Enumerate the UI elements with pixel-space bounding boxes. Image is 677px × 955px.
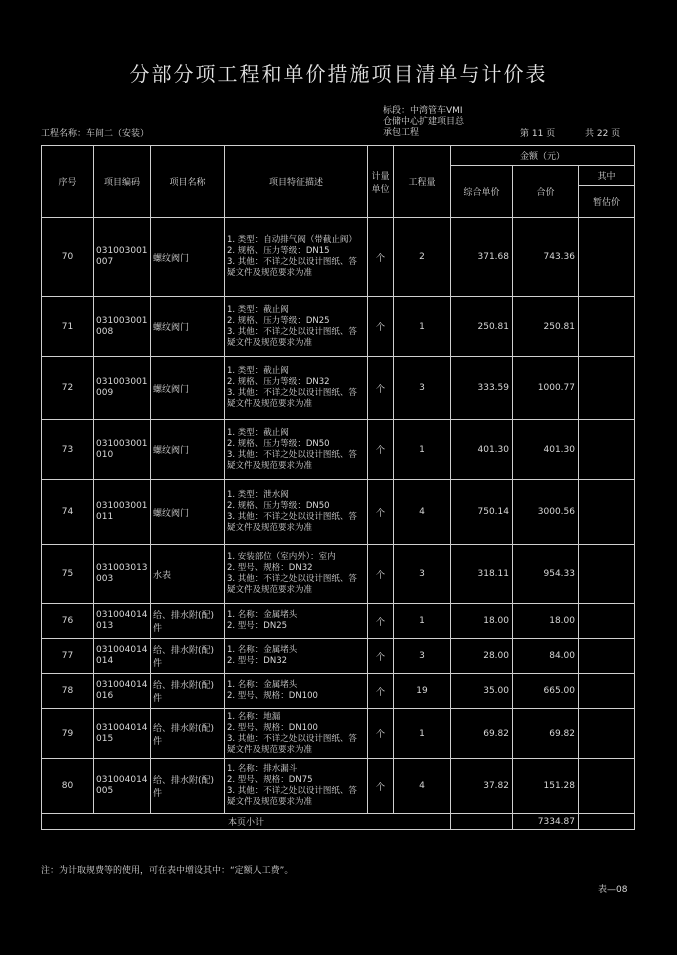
table-row <box>42 759 635 814</box>
row-features <box>225 420 368 480</box>
row-total: 3000.56 <box>513 480 579 545</box>
col-provisional: 暂估价 <box>579 186 635 218</box>
feature-line: 3. 其他：不详之处以设计图纸、答疑文件及规范要求为准 <box>227 449 357 471</box>
row-code: 031003001009 <box>94 357 151 420</box>
feature-line: 3. 其他：不详之处以设计图纸、答疑文件及规范要求为准 <box>227 388 357 409</box>
row-qty: 4 <box>394 480 451 545</box>
row-features <box>225 674 368 709</box>
row-name: 给、排水附(配)件 <box>151 674 225 709</box>
row-total: 69.82 <box>513 709 579 759</box>
feature-line: 1. 名称：地漏 <box>227 711 281 722</box>
row-name: 螺纹阀门 <box>151 480 225 545</box>
subtotal-provisional-cell <box>579 814 635 830</box>
feature-line: 2. 规格、压力等级：DN50 <box>227 501 330 511</box>
row-name: 给、排水附(配)件 <box>151 709 225 759</box>
row-total: 250.81 <box>513 297 579 357</box>
page-number: 第 11 页 <box>520 129 556 139</box>
row-total: 401.30 <box>513 420 579 480</box>
row-features <box>225 480 368 545</box>
row-unit: 个 <box>368 420 394 480</box>
row-provisional <box>579 420 635 480</box>
table-row <box>42 297 635 357</box>
col-unit: 计量单位 <box>368 146 394 218</box>
row-unit: 个 <box>368 218 394 297</box>
feature-line: 1. 类型：截止阀 <box>227 304 289 315</box>
row-seq: 71 <box>42 297 94 357</box>
row-features <box>225 759 368 814</box>
row-seq: 73 <box>42 420 94 480</box>
row-features <box>225 545 368 604</box>
row-seq: 79 <box>42 709 94 759</box>
feature-line: 2. 型号、规格：DN100 <box>227 691 318 701</box>
feature-line: 1. 名称：金属堵头 <box>227 610 298 620</box>
feature-line: 3. 其他：不详之处以设计图纸、答疑文件及规范要求为准 <box>227 257 357 278</box>
table-row <box>42 420 635 480</box>
page-total: 共 22 页 <box>585 129 621 139</box>
row-unit: 个 <box>368 357 394 420</box>
row-name: 给、排水附(配)件 <box>151 604 225 639</box>
row-name: 给、排水附(配)件 <box>151 639 225 674</box>
table-row <box>42 218 635 297</box>
form-code: 表—08 <box>598 885 628 895</box>
row-total: 954.33 <box>513 545 579 604</box>
row-unit-price: 750.14 <box>451 480 513 545</box>
row-qty: 3 <box>394 639 451 674</box>
table-row <box>42 480 635 545</box>
row-provisional <box>579 357 635 420</box>
row-features <box>225 604 368 639</box>
row-seq: 76 <box>42 604 94 639</box>
table-row <box>42 639 635 674</box>
row-seq: 70 <box>42 218 94 297</box>
row-features <box>225 709 368 759</box>
feature-line: 1. 类型：截止阀 <box>227 427 289 438</box>
table-row <box>42 604 635 639</box>
subtotal-empty-cell <box>451 814 513 830</box>
row-unit: 个 <box>368 709 394 759</box>
row-qty: 19 <box>394 674 451 709</box>
table-row <box>42 709 635 759</box>
row-provisional <box>579 759 635 814</box>
feature-line: 2. 规格、压力等级：DN15 <box>227 246 330 256</box>
row-code: 031004014005 <box>94 759 151 814</box>
row-provisional <box>579 674 635 709</box>
row-qty: 4 <box>394 759 451 814</box>
row-total: 1000.77 <box>513 357 579 420</box>
row-seq: 72 <box>42 357 94 420</box>
row-name: 给、排水附(配)件 <box>151 759 225 814</box>
row-unit-price: 18.00 <box>451 604 513 639</box>
row-code: 031003001010 <box>94 420 151 480</box>
row-name: 螺纹阀门 <box>151 357 225 420</box>
row-qty: 3 <box>394 545 451 604</box>
row-unit-price: 371.68 <box>451 218 513 297</box>
row-qty: 1 <box>394 420 451 480</box>
row-unit: 个 <box>368 759 394 814</box>
table-row <box>42 674 635 709</box>
page-title: 分部分项工程和单价措施项目清单与计价表 <box>129 62 548 86</box>
feature-line: 2. 型号、规格：DN32 <box>227 563 313 573</box>
feature-line: 1. 名称：金属堵头 <box>227 680 298 690</box>
feature-line: 1. 安装部位（室内外）：室内 <box>227 552 336 562</box>
row-features <box>225 297 368 357</box>
row-name: 螺纹阀门 <box>151 297 225 357</box>
row-name: 螺纹阀门 <box>151 218 225 297</box>
project-name: 工程名称：车间二（安装） <box>41 129 150 139</box>
feature-line: 2. 型号、规格：DN75 <box>227 775 313 785</box>
feature-line: 2. 规格、压力等级：DN50 <box>227 438 330 449</box>
row-total: 665.00 <box>513 674 579 709</box>
feature-line: 2. 规格、压力等级：DN25 <box>227 315 330 326</box>
table-row <box>42 357 635 420</box>
row-provisional <box>579 480 635 545</box>
row-unit-price: 69.82 <box>451 709 513 759</box>
row-unit-price: 318.11 <box>451 545 513 604</box>
bill-table <box>41 145 635 830</box>
feature-line: 3. 其他：不详之处以设计图纸、答疑文件及规范要求为准 <box>227 512 357 533</box>
section-label-line3: 承包工程 <box>383 128 420 138</box>
col-code: 项目编码 <box>94 146 151 218</box>
row-provisional <box>579 545 635 604</box>
row-qty: 2 <box>394 218 451 297</box>
row-code: 031004014016 <box>94 674 151 709</box>
col-feature: 项目特征描述 <box>225 146 368 218</box>
row-code: 031003001008 <box>94 297 151 357</box>
row-provisional <box>579 297 635 357</box>
feature-line: 3. 其他：不详之处以设计图纸、答疑文件及规范要求为准 <box>227 326 357 348</box>
feature-line: 3. 其他：不详之处以设计图纸、答疑文件及规范要求为准 <box>227 733 357 755</box>
row-code: 031004014015 <box>94 709 151 759</box>
row-features <box>225 357 368 420</box>
row-provisional <box>579 218 635 297</box>
row-total: 18.00 <box>513 604 579 639</box>
row-seq: 74 <box>42 480 94 545</box>
feature-line: 2. 型号、规格：DN100 <box>227 722 318 733</box>
row-code: 031004014014 <box>94 639 151 674</box>
row-unit-price: 333.59 <box>451 357 513 420</box>
row-name: 螺纹阀门 <box>151 420 225 480</box>
row-provisional <box>579 604 635 639</box>
row-unit-price: 250.81 <box>451 297 513 357</box>
row-seq: 77 <box>42 639 94 674</box>
row-features <box>225 639 368 674</box>
row-provisional <box>579 709 635 759</box>
col-seq: 序号 <box>42 146 94 218</box>
row-total: 743.36 <box>513 218 579 297</box>
row-unit: 个 <box>368 639 394 674</box>
row-total: 151.28 <box>513 759 579 814</box>
row-code: 031003001007 <box>94 218 151 297</box>
row-unit-price: 37.82 <box>451 759 513 814</box>
col-qty: 工程量 <box>394 146 451 218</box>
row-unit-price: 401.30 <box>451 420 513 480</box>
row-name: 水表 <box>151 545 225 604</box>
row-qty: 1 <box>394 709 451 759</box>
feature-line: 1. 名称：金属堵头 <box>227 645 298 655</box>
row-qty: 3 <box>394 357 451 420</box>
row-code: 031004014013 <box>94 604 151 639</box>
feature-line: 3. 其他：不详之处以设计图纸、答疑文件及规范要求为准 <box>227 786 357 807</box>
feature-line: 1. 类型：泄水阀 <box>227 490 289 500</box>
col-unit-price: 综合单价 <box>451 166 513 218</box>
row-seq: 75 <box>42 545 94 604</box>
feature-line: 1. 类型：自动排气阀（带截止阀） <box>227 235 357 245</box>
subtotal-value: 7334.87 <box>513 814 579 830</box>
col-name: 项目名称 <box>151 146 225 218</box>
row-provisional <box>579 639 635 674</box>
row-total: 84.00 <box>513 639 579 674</box>
col-of-which: 其中 <box>579 166 635 186</box>
col-total: 合价 <box>513 166 579 218</box>
feature-line: 1. 名称：排水漏斗 <box>227 764 298 774</box>
section-label-line2: 仓储中心扩建项目总 <box>383 117 465 127</box>
row-unit: 个 <box>368 480 394 545</box>
feature-line: 2. 型号：DN32 <box>227 656 288 666</box>
row-qty: 1 <box>394 297 451 357</box>
row-qty: 1 <box>394 604 451 639</box>
table-row <box>42 545 635 604</box>
row-code: 031003001011 <box>94 480 151 545</box>
table-body <box>42 218 635 814</box>
col-amount: 金额（元） <box>451 146 635 166</box>
section-label-line1: 标段：中湾管车VMI <box>383 106 463 116</box>
feature-line: 1. 类型：截止阀 <box>227 366 289 376</box>
footer-note: 注：为计取规费等的使用，可在表中增设其中：“定额人工费”。 <box>41 866 294 876</box>
row-unit: 个 <box>368 604 394 639</box>
row-code: 031003013003 <box>94 545 151 604</box>
row-unit: 个 <box>368 545 394 604</box>
row-unit-price: 35.00 <box>451 674 513 709</box>
row-seq: 78 <box>42 674 94 709</box>
row-unit-price: 28.00 <box>451 639 513 674</box>
row-seq: 80 <box>42 759 94 814</box>
row-features <box>225 218 368 297</box>
feature-line: 2. 规格、压力等级：DN32 <box>227 377 330 387</box>
feature-line: 3. 其他：不详之处以设计图纸、答疑文件及规范要求为准 <box>227 574 357 595</box>
feature-line: 2. 型号：DN25 <box>227 621 288 631</box>
row-unit: 个 <box>368 297 394 357</box>
subtotal-label: 本页小计 <box>42 814 451 830</box>
row-unit: 个 <box>368 674 394 709</box>
